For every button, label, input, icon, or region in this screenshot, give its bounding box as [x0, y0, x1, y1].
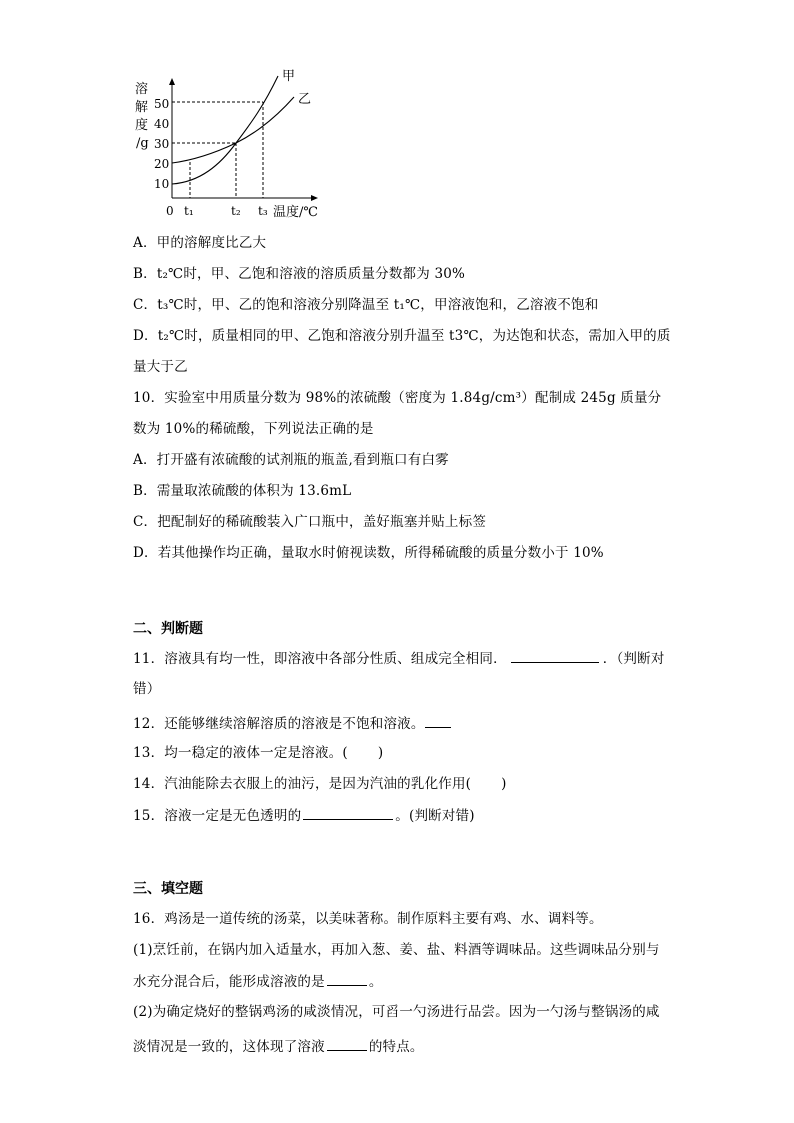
q16-part1-a: (1)烹饪前，在锅内加入适量水，再加入葱、姜、盐、料酒等调味品。这些调味品分别与	[133, 942, 660, 958]
x-tick: t₁	[184, 204, 194, 218]
y-tick: 50	[154, 97, 170, 111]
series-label-jia: 甲	[282, 69, 296, 84]
y-tick: 30	[154, 137, 170, 151]
q15	[133, 805, 475, 826]
x-axis-arrow	[311, 195, 318, 201]
q10-option-b: B．需量取浓硫酸的体积为 13.6mL	[133, 483, 352, 499]
curve-yi	[172, 97, 294, 163]
q16-part2-blank[interactable]	[327, 1036, 367, 1051]
q11	[133, 648, 665, 669]
q14-text: 14．汽油能除去衣服上的油污，是因为汽油的乳化作用(	[133, 776, 472, 792]
q12-blank[interactable]	[425, 713, 451, 728]
q9-option-d-cont: 量大于乙	[133, 359, 188, 375]
q10-stem-2: 数为 10%的稀硫酸，下列说法正确的是	[133, 421, 374, 437]
q16-part1-blank[interactable]	[327, 971, 367, 986]
q15-text: 15．溶液一定是无色透明的	[133, 808, 302, 824]
y-axis-label-3: 度	[135, 118, 149, 133]
q12	[133, 713, 451, 734]
q9-option-a: A．甲的溶解度比乙大	[133, 235, 267, 251]
series-label-yi: 乙	[298, 92, 312, 107]
y-axis-label-2: 解	[135, 100, 149, 115]
q15-blank[interactable]	[303, 805, 393, 820]
q13-close: )	[377, 745, 384, 761]
q15-suffix: 。(判断对错)	[395, 808, 475, 824]
y-tick: 20	[154, 157, 170, 171]
q16-stem: 16．鸡汤是一道传统的汤菜，以美味著称。制作原料主要有鸡、水、调料等。	[133, 911, 603, 927]
x-tick: t₃	[258, 204, 268, 218]
x-tick: 0	[166, 204, 174, 218]
q10-option-a: A．打开盛有浓硫酸的试剂瓶的瓶盖,看到瓶口有白雾	[133, 452, 449, 468]
q10-option-c: C．把配制好的稀硫酸装入广口瓶中，盖好瓶塞并贴上标签	[133, 514, 487, 530]
y-axis-label-1: 溶	[135, 82, 149, 97]
curve-jia	[172, 76, 278, 184]
y-axis-label-4: /g	[136, 136, 149, 151]
q10-option-d: D．若其他操作均正确，量取水时俯视读数，所得稀硫酸的质量分数小于 10%	[133, 545, 604, 561]
q16-part2-text: 淡情况是一致的，这体现了溶液	[133, 1039, 325, 1055]
q9-option-b: B．t₂℃时，甲、乙饱和溶液的溶质质量分数都为 30%	[133, 266, 466, 282]
section-title-judgment: 二、判断题	[133, 621, 203, 637]
q14-close: )	[501, 776, 507, 792]
q16-part1-end: 。	[368, 974, 383, 990]
q16-part1-text: 水充分混合后，能形成溶液的是	[133, 974, 325, 990]
q16-part2-a: (2)为确定烧好的整锅鸡汤的咸淡情况，可舀一勺汤进行品尝。因为一勺汤与整锅汤的咸	[133, 1004, 660, 1020]
section-title-fill: 三、填空题	[133, 881, 203, 897]
q14	[133, 774, 507, 794]
q12-text: 12．还能够继续溶解溶质的溶液是不饱和溶液。	[133, 716, 425, 732]
y-axis-arrow	[169, 78, 175, 85]
x-axis-label: 温度/℃	[273, 205, 318, 220]
q9-option-d: D．t₂℃时，质量相同的甲、乙饱和溶液分别升温至 t3℃，为达饱和状态，需加入甲的质	[133, 328, 671, 344]
q11-suffix: ．（判断对	[602, 651, 665, 667]
x-tick: t₂	[231, 204, 241, 218]
q13-text: 13．均一稳定的液体一定是溶液。(	[133, 745, 348, 761]
y-tick: 40	[154, 117, 170, 131]
q16-part1-b	[133, 971, 383, 992]
q11-text: 11．溶液具有均一性，即溶液中各部分性质、组成完全相同．	[133, 651, 507, 667]
q13	[133, 743, 383, 763]
q9-option-c: C．t₃℃时，甲、乙的饱和溶液分别降温至 t₁℃，甲溶液饱和，乙溶液不饱和	[133, 297, 599, 313]
q16-part2-end: 的特点。	[368, 1039, 424, 1055]
solubility-chart	[118, 62, 338, 222]
y-tick: 10	[154, 177, 170, 191]
q11-blank[interactable]	[511, 648, 599, 663]
q11-cont: 错）	[133, 681, 161, 697]
q16-part2-b	[133, 1036, 424, 1057]
q10-stem-1: 10．实验室中用质量分数为 98%的浓硫酸（密度为 1.84g/cm³）配制成 245g 质量分	[133, 390, 662, 406]
